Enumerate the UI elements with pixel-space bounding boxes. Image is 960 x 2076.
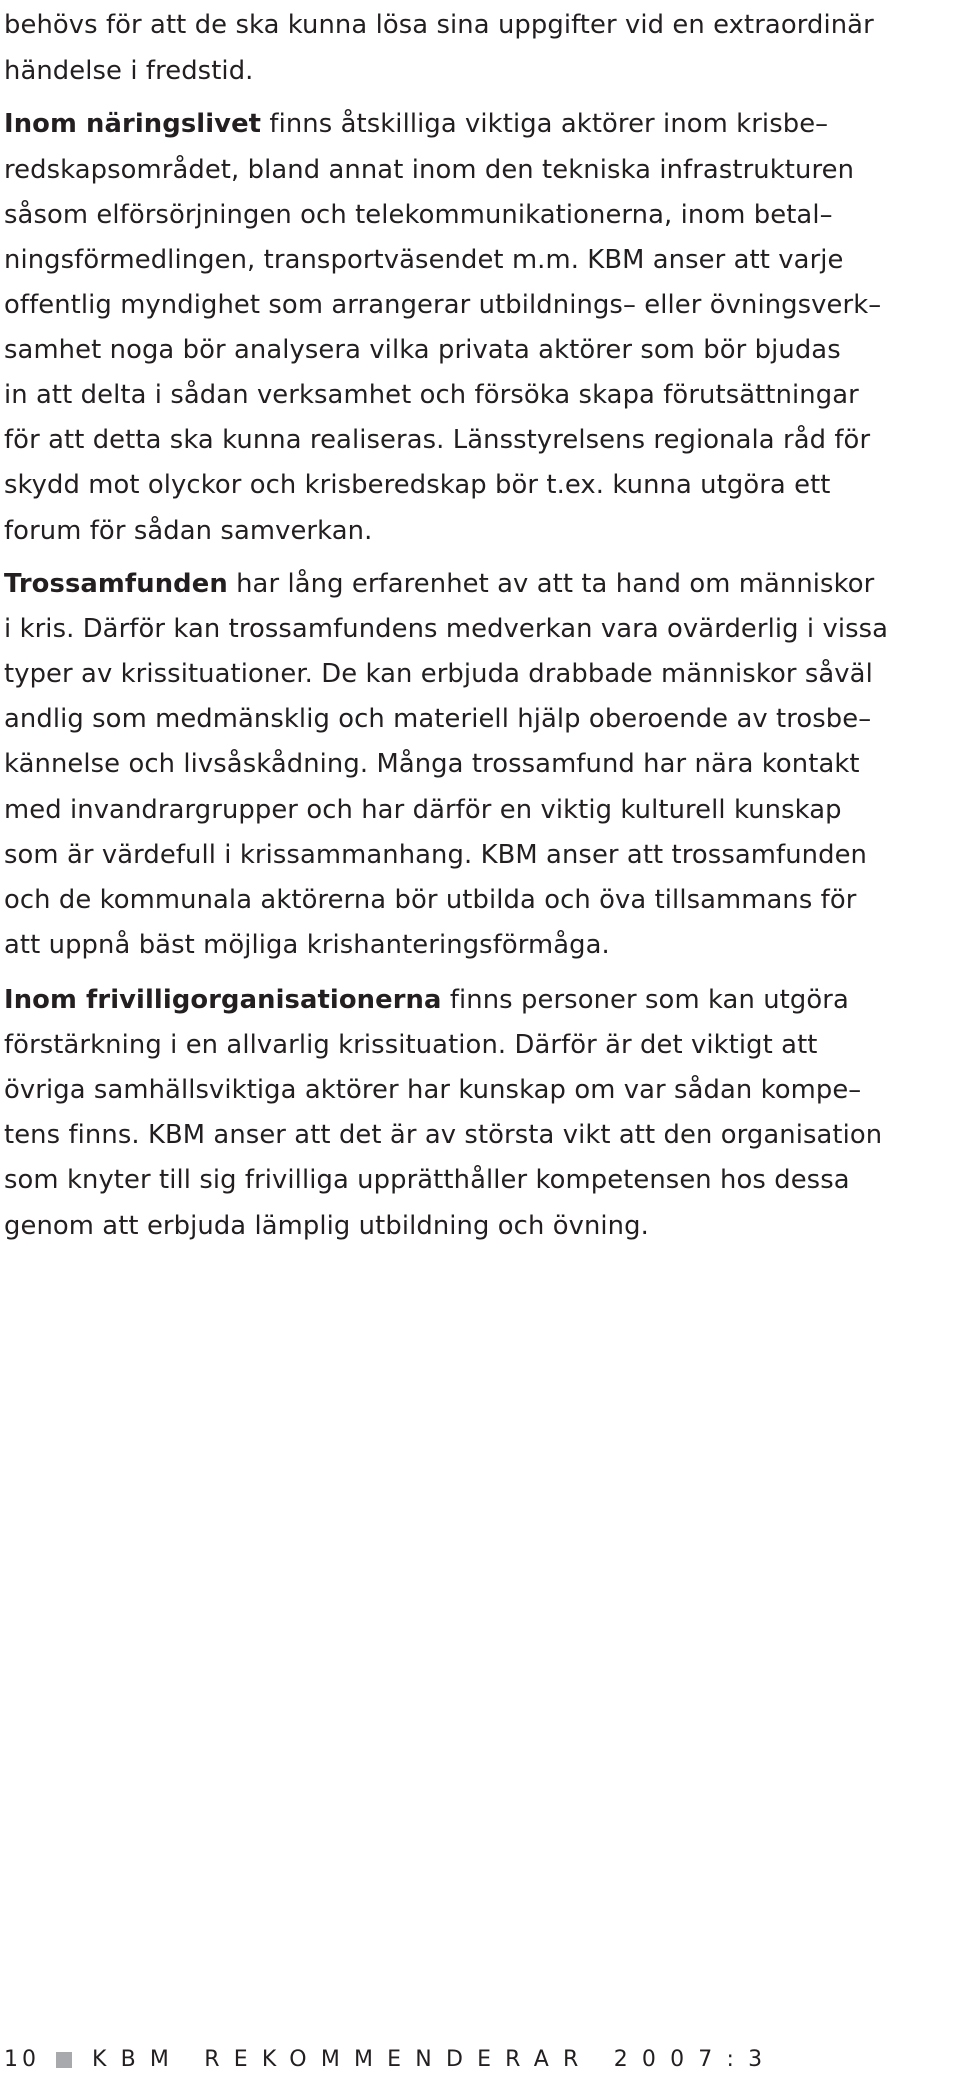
line-text: behövs för att de ska kunna lösa sina uppgifter vid en extraordinär — [4, 10, 874, 40]
text-line — [4, 922, 959, 968]
text-line — [4, 606, 959, 652]
line-text: ningsförmedlingen, transportväsendet m.m. KBM anser att varje — [4, 245, 844, 275]
line-text: andlig som medmänsklig och materiell hjälp oberoende av trosbe– — [4, 704, 872, 734]
line-text: genom att erbjuda lämplig utbildning och övning. — [4, 1211, 649, 1241]
text-line — [4, 832, 959, 878]
text-line — [4, 147, 959, 193]
text-line — [4, 101, 959, 147]
line-text: att uppnå bäst möjliga krishanteringsförmåga. — [4, 930, 610, 960]
text-line — [4, 561, 959, 607]
text-line — [4, 237, 959, 283]
line-text: övriga samhällsviktiga aktörer har kunskap om var sådan kompe– — [4, 1075, 862, 1105]
bold-lead-in: Trossamfunden — [4, 569, 228, 599]
line-text: offentlig myndighet som arrangerar utbildnings– eller övningsverk– — [4, 290, 882, 320]
text-line — [4, 1022, 959, 1068]
text-line — [4, 877, 959, 923]
text-line — [4, 417, 959, 463]
bold-lead-in: Inom frivilligorganisationerna — [4, 985, 442, 1015]
line-text: i kris. Därför kan trossamfundens medverkan vara ovärderlig i vissa — [4, 614, 889, 644]
text-line — [4, 2, 959, 48]
line-text: förstärkning i en allvarlig krissituation. Därför är det viktigt att — [4, 1030, 818, 1060]
line-text: som är värdefull i krissammanhang. KBM anser att trossamfunden — [4, 840, 867, 870]
text-line — [4, 651, 959, 697]
line-text: typer av krissituationer. De kan erbjuda drabbade människor såväl — [4, 659, 873, 689]
line-text: händelse i fredstid. — [4, 56, 254, 86]
text-line — [4, 1203, 959, 1249]
text-line — [4, 282, 959, 328]
line-text: finns personer som kan utgöra — [441, 985, 849, 1015]
line-text: såsom elförsörjningen och telekommunikationerna, inom betal– — [4, 200, 833, 230]
line-text: tens finns. KBM anser att det är av största vikt att den organisation — [4, 1120, 883, 1150]
text-line — [4, 977, 959, 1023]
page-number: 10 — [4, 2047, 40, 2072]
text-line — [4, 1067, 959, 1113]
bold-lead-in: Inom näringslivet — [4, 109, 262, 139]
square-icon — [56, 2052, 72, 2068]
line-text: finns åtskilliga viktiga aktörer inom krisbe– — [261, 109, 829, 139]
text-line — [4, 1112, 959, 1158]
text-line — [4, 508, 959, 554]
line-text: för att detta ska kunna realiseras. Länsstyrelsens regionala råd för — [4, 425, 871, 455]
text-line — [4, 696, 959, 742]
text-line — [4, 741, 959, 787]
text-line — [4, 787, 959, 833]
line-text: samhet noga bör analysera vilka privata aktörer som bör bjudas — [4, 335, 841, 365]
line-text: forum för sådan samverkan. — [4, 516, 373, 546]
line-text: skydd mot olyckor och krisberedskap bör t.ex. kunna utgöra ett — [4, 470, 831, 500]
line-text: har lång erfarenhet av att ta hand om människor — [227, 569, 875, 599]
line-text: kännelse och livsåskådning. Många trossamfund har nära kontakt — [4, 749, 860, 779]
line-text: och de kommunala aktörerna bör utbilda och öva tillsammans för — [4, 885, 857, 915]
page-footer — [4, 2044, 959, 2076]
text-line — [4, 372, 959, 418]
line-text: med invandrargrupper och har därför en viktig kulturell kunskap — [4, 795, 842, 825]
line-text: redskapsområdet, bland annat inom den tekniska infrastrukturen — [4, 155, 855, 185]
text-line — [4, 192, 959, 238]
text-line — [4, 327, 959, 373]
text-line — [4, 462, 959, 508]
line-text: som knyter till sig frivilliga upprätthåller kompetensen hos dessa — [4, 1165, 850, 1195]
line-text: in att delta i sådan verksamhet och försöka skapa förutsättningar — [4, 380, 859, 410]
publication-series: KBM REKOMMENDERAR 2007:3 — [92, 2047, 777, 2072]
text-line — [4, 1157, 959, 1203]
text-line — [4, 48, 959, 94]
